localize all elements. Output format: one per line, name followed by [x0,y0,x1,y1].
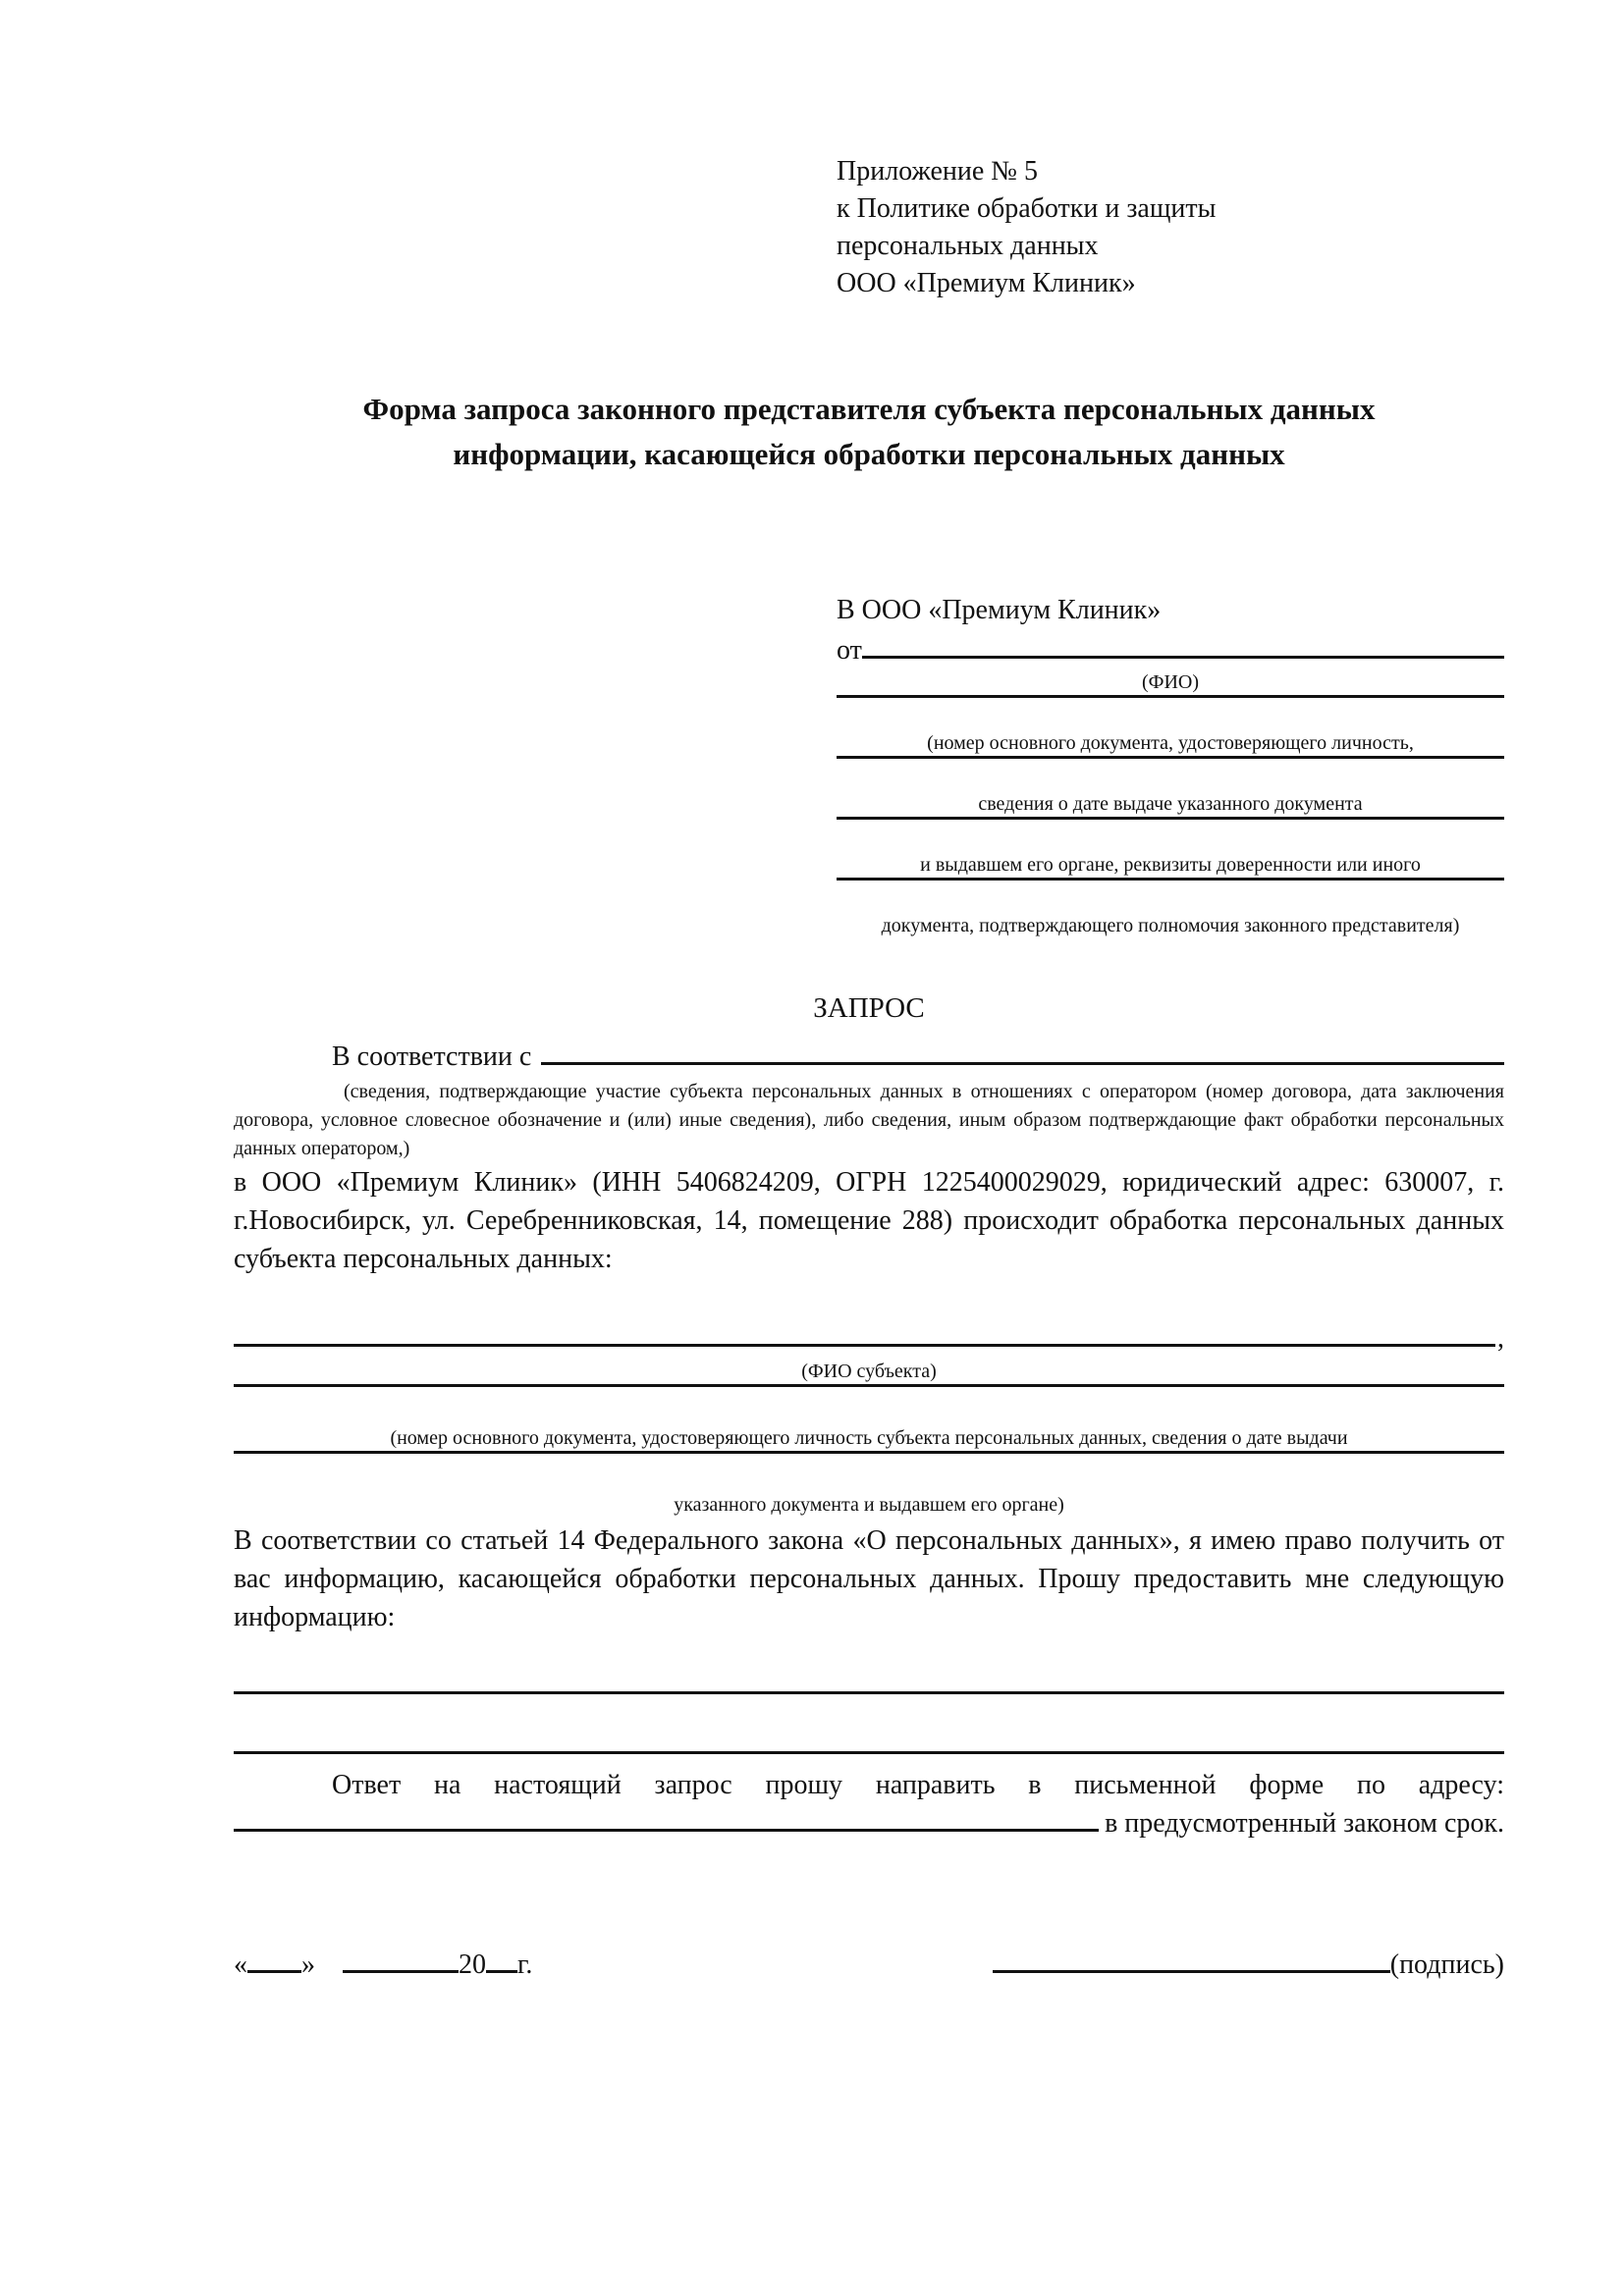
signature-group [993,1946,1504,1984]
page-title [234,387,1504,477]
appendix-line: Приложение № 5 [837,156,1038,187]
date-year-prefix: 20 [459,1949,486,1980]
representative-doc-row [837,878,1504,913]
subject-fio-blank-field [234,1344,1495,1347]
intro-blank-field [541,1062,1504,1065]
representative-doc-caption: и выдавшем его органе, реквизиты доверенности или иного [920,854,1421,876]
subject-fio-row [234,1319,1504,1359]
date-quote-open: « [234,1949,247,1980]
page-title-line: информации, касающейся обработки персональных данных [453,437,1285,471]
intro-row [234,1038,1504,1076]
from-row [837,631,1504,669]
subject-doc-row [234,1384,1504,1425]
representative-doc-caption: сведения о дате выдаче указанного документа [978,793,1363,815]
representative-doc-blank-field [837,817,1504,820]
representative-doc-blank-field [837,756,1504,759]
footer-row [234,1946,1504,1984]
answer-address-row [234,1804,1504,1845]
date-group [234,1946,532,1984]
intro-note: (сведения, подтверждающие участие субъекта персональных данных в отношениях с оператором (номер договора, дата заключения договора, условное словесное обозначение и (или) иные сведения), либо сведения, иным образом подтверждающие факт обработки персональных данных оператором,) [234,1081,1504,1159]
date-quote-close: » [301,1949,315,1980]
answer-paragraph: Ответ на настоящий запрос прошу направить в письменной форме по адресу: [332,1770,1504,1800]
intro-prefix: В соответствии с [332,1041,532,1072]
subject-doc-caption: указанного документа и выдавшем его органе) [674,1494,1064,1516]
date-month-blank-field [343,1970,459,1973]
request-heading: ЗАПРОС [813,992,925,1024]
appendix-line: ООО «Премиум Клиник» [837,268,1136,298]
info-blank-field [234,1751,1504,1754]
signature-blank-field [993,1970,1390,1973]
representative-doc-blank-field [837,878,1504,881]
answer-suffix: в предусмотренный законом срок. [1105,1808,1504,1839]
document-content [234,153,1504,1984]
subject-fio-caption: (ФИО субъекта) [801,1361,937,1382]
date-year-suffix: г. [517,1949,533,1980]
info-blank-field [234,1691,1504,1694]
law-paragraph: В соответствии со статьей 14 Федерального закона «О персональных данных», я имею право получить от вас информацию, касающейся обработки персональных данных. Прошу предоставить мне следующую информацию: [234,1525,1504,1632]
fio-caption: (ФИО) [1141,671,1199,693]
representative-doc-caption: (номер основного документа, удостоверяющего личность, [927,732,1414,754]
operator-paragraph: в ООО «Премиум Клиник» (ИНН 5406824209, ОГРН 1225400029029, юридический адрес: 630007, г. г.Новосибирск, ул. Серебренниковская, 14, помещение 288) происходит обработка персональных данных субъекта персональных данных: [234,1167,1504,1274]
from-blank-field [862,656,1504,659]
subject-doc-caption: (номер основного документа, удостоверяющего личность субъекта персональных данных, сведения о дате выдачи [390,1427,1348,1449]
representative-doc-caption: документа, подтверждающего полномочия законного представителя) [881,915,1460,936]
representative-doc-row [837,695,1504,730]
subject-doc-row [234,1451,1504,1492]
addressee-to: В ООО «Премиум Клиник» [837,595,1162,625]
appendix-line: персональных данных [837,231,1099,261]
representative-doc-row [837,756,1504,791]
signature-caption: (подпись) [1389,1949,1504,1980]
representative-doc-blank-field [837,695,1504,698]
subject-doc-blank-field [234,1384,1504,1387]
appendix-line: к Политике обработки и защиты [837,193,1217,224]
subject-fio-trailing-comma: , [1497,1323,1504,1354]
page-title-line: Форма запроса законного представителя субъекта персональных данных [362,392,1376,426]
representative-doc-row [837,817,1504,852]
appendix-note [837,153,1504,302]
date-day-blank-field [247,1970,301,1973]
subject-doc-blank-field [234,1451,1504,1454]
from-label: от [837,635,862,666]
addressee-block [837,591,1504,938]
answer-address-blank-field [234,1829,1099,1832]
date-year-blank-field [486,1970,517,1973]
